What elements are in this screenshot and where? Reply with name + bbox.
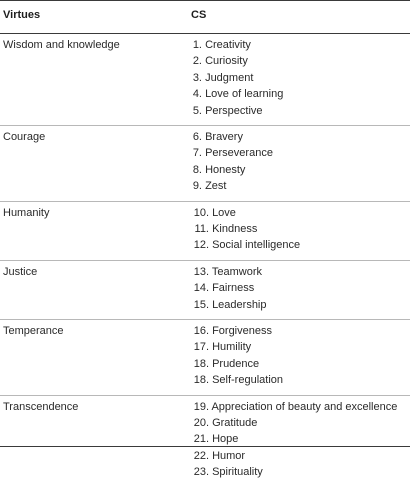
list-item <box>191 105 283 121</box>
strength-name: Perseverance <box>205 147 273 160</box>
list-item <box>191 223 300 239</box>
strength-list <box>191 325 283 391</box>
strength-number: 9. <box>192 180 202 193</box>
strength-name: Self-regulation <box>212 374 283 387</box>
strength-number: 10. <box>193 206 209 219</box>
strength-number: 7. <box>192 147 202 160</box>
table-row <box>0 202 410 260</box>
strength-number: 1. <box>192 39 202 51</box>
list-item <box>191 450 397 466</box>
list-item <box>191 147 273 163</box>
strength-name: Fairness <box>212 282 255 295</box>
table-row <box>0 396 410 487</box>
strength-number: 11. <box>194 222 209 235</box>
strength-number: 21. <box>193 433 209 446</box>
strength-number: 6. <box>192 131 202 143</box>
list-item <box>191 358 283 374</box>
strength-name: Curiosity <box>205 55 248 68</box>
list-item <box>191 341 283 357</box>
strength-name: Hope <box>212 433 239 446</box>
list-item <box>191 282 267 298</box>
list-item <box>191 417 397 433</box>
strength-number: 13. <box>193 265 209 278</box>
virtue-name: Justice <box>3 265 38 278</box>
strength-number: 3. <box>192 71 202 84</box>
list-item <box>191 164 273 180</box>
strength-name: Zest <box>205 180 227 193</box>
table-row <box>0 126 410 201</box>
strength-list <box>191 131 273 197</box>
list-item <box>191 401 397 417</box>
strength-name: Perspective <box>205 104 263 117</box>
strength-number: 8. <box>192 163 202 176</box>
list-item <box>191 266 267 282</box>
list-item <box>191 72 283 88</box>
strength-name: Honesty <box>205 163 246 176</box>
strength-name: Leadership <box>212 298 267 311</box>
virtue-name: Courage <box>3 131 46 143</box>
strength-name: Bravery <box>205 131 243 143</box>
list-item <box>191 299 267 315</box>
strength-name: Humility <box>212 341 252 354</box>
list-item <box>191 131 273 147</box>
strength-name: Creativity <box>205 39 251 51</box>
strength-number: 4. <box>192 88 202 101</box>
list-item <box>191 325 283 341</box>
strength-name: Appreciation of beauty and excellence <box>211 400 398 413</box>
list-item <box>191 466 397 482</box>
strength-number: 16. <box>193 325 209 337</box>
strength-name: Humor <box>212 449 246 462</box>
strength-name: Kindness <box>212 222 258 235</box>
list-item <box>191 433 397 449</box>
strength-number: 17. <box>193 341 209 354</box>
table-header <box>0 0 410 33</box>
list-item <box>191 55 283 71</box>
header-cs: CS <box>191 9 207 21</box>
list-item <box>191 88 283 104</box>
strength-number: 22. <box>193 449 209 462</box>
list-item <box>191 180 273 196</box>
strength-number: 19. <box>193 400 209 413</box>
strength-number: 18. <box>193 357 209 370</box>
strength-number: 20. <box>193 416 209 429</box>
list-item <box>191 39 283 55</box>
strength-name: Gratitude <box>212 416 258 429</box>
virtue-name: Wisdom and knowledge <box>3 39 120 51</box>
strength-list <box>191 207 300 256</box>
list-item <box>191 239 300 255</box>
strength-number: 12. <box>193 239 209 252</box>
strength-number: 18. <box>193 374 209 387</box>
strength-name: Judgment <box>205 71 254 84</box>
list-item <box>191 207 300 223</box>
strength-number: 15. <box>193 298 209 311</box>
table-row <box>0 261 410 319</box>
strength-name: Teamwork <box>211 265 262 278</box>
strength-number: 23. <box>193 466 209 479</box>
strength-list <box>191 266 267 315</box>
strength-name: Social intelligence <box>212 239 301 252</box>
strength-list <box>191 39 283 121</box>
strength-list <box>191 401 397 483</box>
strength-number: 5. <box>192 104 202 117</box>
strength-name: Prudence <box>212 357 260 370</box>
list-item <box>191 374 283 390</box>
table-row <box>0 34 410 125</box>
virtue-name: Temperance <box>3 325 64 337</box>
strength-name: Spirituality <box>212 466 263 479</box>
strength-name: Love of learning <box>205 88 284 101</box>
virtue-name: Humanity <box>3 206 50 219</box>
strength-name: Love <box>212 206 236 219</box>
strength-name: Forgiveness <box>212 325 272 337</box>
table-row <box>0 320 410 395</box>
strength-number: 14. <box>193 282 209 295</box>
strength-number: 2. <box>192 55 202 68</box>
virtue-name: Transcendence <box>3 400 79 413</box>
header-virtues: Virtues <box>3 9 41 21</box>
